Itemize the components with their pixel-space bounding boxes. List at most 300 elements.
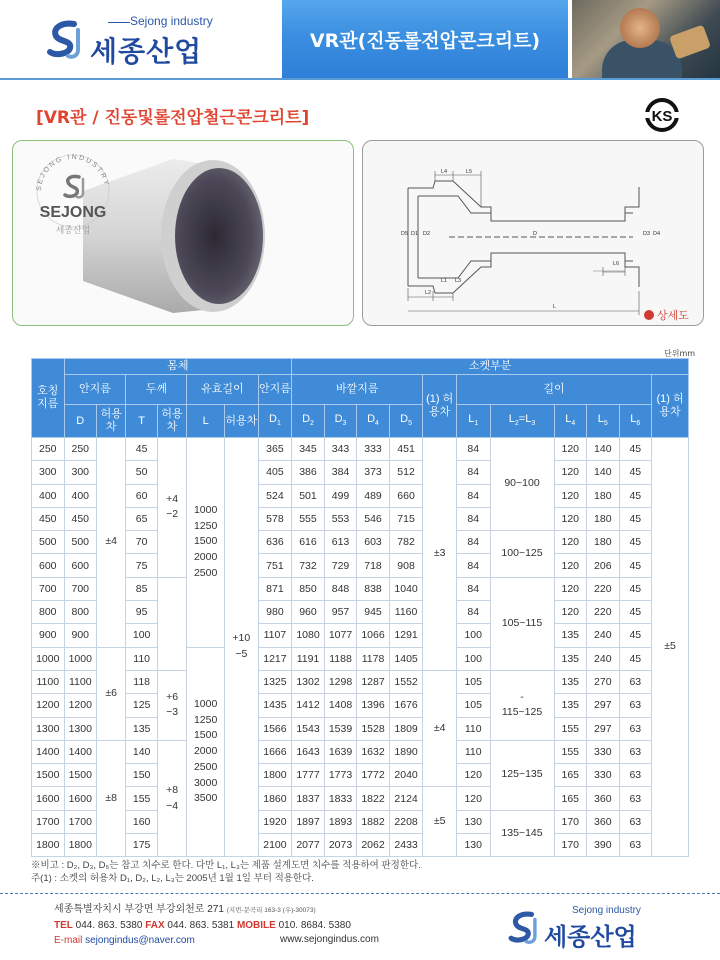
- cell-l5: 140: [587, 461, 620, 484]
- cell-d1: 1800: [258, 764, 292, 787]
- th-l1: $L_1$: [456, 405, 490, 438]
- cell-l6: 63: [619, 787, 652, 810]
- cell-d2: 501: [292, 484, 325, 507]
- cell-inner-diameter: 1800: [64, 834, 97, 857]
- cell-nominal: 1300: [32, 717, 65, 740]
- cell-nominal: 500: [32, 531, 65, 554]
- cell-d2: 1837: [292, 787, 325, 810]
- cell-l4: 165: [554, 787, 587, 810]
- cell-d4: 1396: [357, 694, 390, 717]
- table-row: [32, 484, 689, 507]
- cell-l1: 130: [456, 810, 490, 833]
- cell-inner-diameter: 800: [64, 601, 97, 624]
- cell-l1: 110: [456, 717, 490, 740]
- label-L6: L6: [613, 261, 620, 267]
- label-D4: D4: [653, 231, 661, 237]
- cell-l5: 240: [587, 624, 620, 647]
- cell-thickness: 65: [126, 507, 157, 530]
- cell-nominal: 300: [32, 461, 65, 484]
- cell-d2: 616: [292, 531, 325, 554]
- cell-l5: 220: [587, 601, 620, 624]
- th-inner-diameter: 안지름: [64, 375, 126, 405]
- sejong-logo-icon: [44, 20, 84, 60]
- cell-d2: 345: [292, 438, 325, 461]
- seal-ring-text: SEJONG INDUSTRY: [35, 153, 110, 192]
- product-photo: [12, 140, 354, 326]
- cell-l1: 84: [456, 484, 490, 507]
- cell-inner-diameter: 300: [64, 461, 97, 484]
- cell-d3: 1539: [324, 717, 357, 740]
- cell-socket-tolerance: ±5: [423, 787, 457, 857]
- spec-table: [31, 358, 689, 857]
- table-row: [32, 670, 689, 693]
- email-link[interactable]: sejongindus@naver.com: [85, 935, 195, 946]
- table-row: [32, 624, 689, 647]
- cell-l1: 105: [456, 694, 490, 717]
- cell-d3: 1298: [324, 670, 357, 693]
- cell-l23: 105~115: [490, 577, 554, 670]
- th-l-tol: 허용차: [225, 405, 259, 438]
- table-row: [32, 461, 689, 484]
- cell-nominal: 900: [32, 624, 65, 647]
- cell-d4: 2062: [357, 834, 390, 857]
- table-row: [32, 438, 689, 461]
- footer-contact: [54, 902, 379, 948]
- cell-thickness: 60: [126, 484, 157, 507]
- cell-d2: 1543: [292, 717, 325, 740]
- th-l4: $L_4$: [554, 405, 587, 438]
- cell-l5: 180: [587, 531, 620, 554]
- fax-number: 044. 863. 5381: [167, 920, 235, 931]
- cell-d2: 555: [292, 507, 325, 530]
- cell-d5: 908: [389, 554, 423, 577]
- th-t-tol: 허용차: [157, 405, 186, 438]
- cell-thickness: 150: [126, 764, 157, 787]
- cell-d4: 373: [357, 461, 390, 484]
- cell-l6: 45: [619, 554, 652, 577]
- cell-d5: 451: [389, 438, 423, 461]
- cell-d1: 2100: [258, 834, 292, 857]
- th-socket-group: 소켓부분: [292, 359, 689, 375]
- cell-thickness: 155: [126, 787, 157, 810]
- cell-nominal: 1400: [32, 740, 65, 763]
- brand-line: [108, 22, 130, 23]
- th-outer-diameter: 바깥지름: [292, 375, 423, 405]
- cell-d1: 980: [258, 601, 292, 624]
- th-d1: $D_1$: [258, 405, 292, 438]
- cell-d3: 729: [324, 554, 357, 577]
- cell-l5: 330: [587, 740, 620, 763]
- cell-l4: 120: [554, 507, 587, 530]
- notes: [31, 859, 421, 885]
- cell-l6: 63: [619, 810, 652, 833]
- cell-effective-length: 1000 1250 1500 2000 2500 3000 3500: [187, 647, 225, 857]
- table-row: [32, 694, 689, 717]
- cell-l1: 84: [456, 461, 490, 484]
- cell-l1: 84: [456, 531, 490, 554]
- header-divider: [0, 78, 720, 80]
- note-remark: ※비고 : D₂, D₃, D₅는 참고 치수로 한다. 다만 L₁, L₃는 제품 설계도면 치수를 적용하여 판정한다.: [31, 860, 421, 871]
- cell-d3: 613: [324, 531, 357, 554]
- cell-d4: 945: [357, 601, 390, 624]
- cell-d1: 1217: [258, 647, 292, 670]
- th-length-tolerance: (1) 허용차: [652, 375, 689, 438]
- th-body-group: 몸체: [64, 359, 292, 375]
- cell-l23-dash: -: [520, 690, 524, 703]
- cell-d3: 1893: [324, 810, 357, 833]
- footer-brand-korean: 세종산업: [544, 923, 637, 951]
- cell-l5: 180: [587, 484, 620, 507]
- ks-mark-text: KS: [651, 108, 673, 125]
- cell-d4: 1528: [357, 717, 390, 740]
- cell-nominal: 250: [32, 438, 65, 461]
- cell-inner-diameter: 1400: [64, 740, 97, 763]
- cell-inner-diameter: 700: [64, 577, 97, 600]
- cell-d2: 732: [292, 554, 325, 577]
- mobile-number[interactable]: 010. 8684. 5380: [278, 920, 351, 931]
- label-L5: L5: [466, 169, 473, 175]
- label-L2: L2: [425, 290, 432, 296]
- table-row: [32, 787, 689, 810]
- cell-thickness: 140: [126, 740, 157, 763]
- cell-l23: [490, 670, 554, 740]
- cell-l5: 297: [587, 694, 620, 717]
- spec-table-body: [32, 438, 689, 857]
- cell-l6: 45: [619, 484, 652, 507]
- cell-effective-length: 1000 1250 1500 2000 2500: [187, 438, 225, 648]
- cell-d-tolerance: ±8: [97, 740, 126, 856]
- cell-l6: 45: [619, 601, 652, 624]
- cell-thickness: 110: [126, 647, 157, 670]
- table-row: [32, 764, 689, 787]
- cell-l1: 84: [456, 507, 490, 530]
- cell-d1: 1566: [258, 717, 292, 740]
- cell-d2: 386: [292, 461, 325, 484]
- cell-d5: 1890: [389, 740, 423, 763]
- cell-d5: 512: [389, 461, 423, 484]
- page-header: [0, 0, 720, 78]
- circle-icon: [644, 310, 654, 320]
- cell-l5: 180: [587, 507, 620, 530]
- cell-thickness: 85: [126, 577, 157, 600]
- cell-t-tolerance: +6 −3: [157, 670, 186, 740]
- seal-name: SEJONG: [39, 204, 107, 221]
- cell-thickness: 118: [126, 670, 157, 693]
- cell-d5: 1040: [389, 577, 423, 600]
- cell-l5: 240: [587, 647, 620, 670]
- cell-d1: 1920: [258, 810, 292, 833]
- table-row: [32, 577, 689, 600]
- detail-label: 상세도: [657, 309, 689, 322]
- cell-thickness: 95: [126, 601, 157, 624]
- table-row: [32, 717, 689, 740]
- detail-link[interactable]: [644, 307, 689, 323]
- cell-l4: 120: [554, 577, 587, 600]
- table-row: [32, 601, 689, 624]
- cell-d5: 2433: [389, 834, 423, 857]
- cell-d5: 1405: [389, 647, 423, 670]
- label-L3: L3: [455, 278, 462, 284]
- cell-d4: 1822: [357, 787, 390, 810]
- cell-l-tolerance: +10 −5: [225, 438, 259, 857]
- cell-d5: 2208: [389, 810, 423, 833]
- cell-thickness: 50: [126, 461, 157, 484]
- cell-l6: 45: [619, 461, 652, 484]
- cell-socket-tolerance: ±4: [423, 670, 457, 786]
- cell-d2: 1080: [292, 624, 325, 647]
- cell-l4: 120: [554, 484, 587, 507]
- footer-divider: [0, 893, 720, 894]
- cell-l23: 125~135: [490, 740, 554, 810]
- email-label: E-mail: [54, 935, 83, 946]
- cell-l1: 100: [456, 624, 490, 647]
- th-d2: $D_2$: [292, 405, 325, 438]
- cell-d1: 1107: [258, 624, 292, 647]
- header-photo: [572, 0, 720, 78]
- cell-l4: 170: [554, 834, 587, 857]
- cell-nominal: 800: [32, 601, 65, 624]
- cell-d4: 333: [357, 438, 390, 461]
- th-l: L: [187, 405, 225, 438]
- th-l23: $L_2=L_3$: [490, 405, 554, 438]
- label-L1: L1: [441, 278, 448, 284]
- cell-d2: 1777: [292, 764, 325, 787]
- cell-thickness: 125: [126, 694, 157, 717]
- cell-l1: 105: [456, 670, 490, 693]
- brand-korean: 세종산업: [90, 35, 203, 68]
- cell-l4: 120: [554, 601, 587, 624]
- cell-nominal: 1600: [32, 787, 65, 810]
- cell-l23: 90~100: [490, 438, 554, 531]
- cell-l5: 360: [587, 810, 620, 833]
- cell-d3: 1077: [324, 624, 357, 647]
- cell-l6: 63: [619, 834, 652, 857]
- cell-l6: 63: [619, 694, 652, 717]
- cell-d4: 1178: [357, 647, 390, 670]
- footer-brand-english: Sejong industry: [572, 905, 641, 916]
- th-socket-tolerance: (1) 허용차: [423, 375, 457, 438]
- cell-inner-diameter: 1500: [64, 764, 97, 787]
- cell-d3: 1639: [324, 740, 357, 763]
- cell-d5: 660: [389, 484, 423, 507]
- cell-d2: 850: [292, 577, 325, 600]
- mobile-label: MOBILE: [236, 920, 276, 931]
- cell-l6: 63: [619, 717, 652, 740]
- cell-d2: 1897: [292, 810, 325, 833]
- table-row: [32, 554, 689, 577]
- cell-nominal: 1500: [32, 764, 65, 787]
- cell-l5: 330: [587, 764, 620, 787]
- pipe-illustration: [13, 141, 354, 326]
- th-d5: $D_5$: [389, 405, 423, 438]
- cell-l6: 45: [619, 647, 652, 670]
- cell-d1: 405: [258, 461, 292, 484]
- page-title: VR관(진동롤전압콘크리트): [309, 30, 541, 52]
- cell-d3: 1833: [324, 787, 357, 810]
- cell-l1: 84: [456, 438, 490, 461]
- cell-l4: 155: [554, 740, 587, 763]
- fax-label: FAX: [145, 920, 165, 931]
- th-nominal: 호칭지름: [32, 359, 65, 438]
- cell-d4: 1882: [357, 810, 390, 833]
- cell-t-tolerance: [157, 577, 186, 670]
- cell-d1: 1435: [258, 694, 292, 717]
- cell-d3: 1188: [324, 647, 357, 670]
- label-D: D: [533, 231, 537, 237]
- cell-l5: 360: [587, 787, 620, 810]
- cell-thickness: 75: [126, 554, 157, 577]
- th-effective-length: 유효길이: [187, 375, 258, 405]
- cell-d2: 2077: [292, 834, 325, 857]
- cell-l4: 135: [554, 624, 587, 647]
- cell-nominal: 1000: [32, 647, 65, 670]
- cell-d-tolerance: ±4: [97, 438, 126, 648]
- cell-l6: 45: [619, 531, 652, 554]
- cell-inner-diameter: 400: [64, 484, 97, 507]
- cell-l5: 140: [587, 438, 620, 461]
- cell-l6: 63: [619, 740, 652, 763]
- tel-number[interactable]: 044. 863. 5380: [75, 920, 143, 931]
- cell-inner-diameter: 1200: [64, 694, 97, 717]
- th-d-tol: 허용차: [97, 405, 126, 438]
- th-d: D: [64, 405, 97, 438]
- brand-english: Sejong industry: [130, 14, 213, 28]
- cell-nominal: 600: [32, 554, 65, 577]
- cell-d1: 751: [258, 554, 292, 577]
- table-row: [32, 810, 689, 833]
- cell-socket-tolerance: ±3: [423, 438, 457, 671]
- label-L4: L4: [441, 169, 448, 175]
- cell-d3: 553: [324, 507, 357, 530]
- cell-inner-diameter: 1700: [64, 810, 97, 833]
- cell-nominal: 450: [32, 507, 65, 530]
- cell-l1: 120: [456, 787, 490, 810]
- cell-d2: 1302: [292, 670, 325, 693]
- cell-l6: 45: [619, 438, 652, 461]
- cell-inner-diameter: 1100: [64, 670, 97, 693]
- cell-l4: 120: [554, 461, 587, 484]
- cell-nominal: 1700: [32, 810, 65, 833]
- label-L: L: [553, 304, 557, 310]
- cell-l1: 100: [456, 647, 490, 670]
- title-banner: [282, 0, 568, 78]
- cell-l5: 270: [587, 670, 620, 693]
- cell-l6: 63: [619, 670, 652, 693]
- cell-d3: 343: [324, 438, 357, 461]
- website-link[interactable]: www.sejongindus.com: [280, 934, 379, 945]
- cell-d4: 838: [357, 577, 390, 600]
- cell-l6: 45: [619, 624, 652, 647]
- cell-d1: 578: [258, 507, 292, 530]
- cell-d1: 1325: [258, 670, 292, 693]
- cell-nominal: 1800: [32, 834, 65, 857]
- cell-d2: 960: [292, 601, 325, 624]
- cell-d4: 1772: [357, 764, 390, 787]
- cell-nominal: 1100: [32, 670, 65, 693]
- cell-d4: 489: [357, 484, 390, 507]
- footer-logo[interactable]: [502, 905, 682, 951]
- cell-d5: 1676: [389, 694, 423, 717]
- th-d4: $D_4$: [357, 405, 390, 438]
- cell-thickness: 135: [126, 717, 157, 740]
- note-footnote: 주(1) : 소켓의 허용차 D₁, D₂, L₂, L₃는 2005년 1월 1일 부터 적용한다.: [31, 873, 314, 884]
- label-D1: D1: [411, 231, 419, 237]
- cell-l23: 135~145: [490, 810, 554, 857]
- cell-l5: 206: [587, 554, 620, 577]
- technical-drawing: [362, 140, 704, 326]
- cell-d5: 2124: [389, 787, 423, 810]
- cell-d4: 603: [357, 531, 390, 554]
- cell-l6: 45: [619, 577, 652, 600]
- th-length: 길이: [456, 375, 651, 405]
- cell-d3: 848: [324, 577, 357, 600]
- cell-t-tolerance: +8 −4: [157, 740, 186, 856]
- cell-d4: 1066: [357, 624, 390, 647]
- product-subtitle: [VR관 / 진동및롤전압철근콘크리트]: [36, 108, 310, 128]
- cell-d5: 1552: [389, 670, 423, 693]
- table-row: [32, 507, 689, 530]
- cell-d3: 2073: [324, 834, 357, 857]
- label-D5: D5: [401, 231, 409, 237]
- seal-korean: 세종산업: [55, 226, 91, 236]
- cell-inner-diameter: 1300: [64, 717, 97, 740]
- cell-l4: 135: [554, 670, 587, 693]
- cell-d4: 1632: [357, 740, 390, 763]
- cell-d5: 2040: [389, 764, 423, 787]
- cell-thickness: 175: [126, 834, 157, 857]
- cell-l1: 110: [456, 740, 490, 763]
- cell-inner-diameter: 1600: [64, 787, 97, 810]
- table-row: [32, 647, 689, 670]
- cell-l4: 135: [554, 647, 587, 670]
- cell-d5: 1809: [389, 717, 423, 740]
- cell-thickness: 70: [126, 531, 157, 554]
- cell-l4: 155: [554, 717, 587, 740]
- cell-l5: 220: [587, 577, 620, 600]
- cell-l1: 84: [456, 554, 490, 577]
- cell-l6: 45: [619, 507, 652, 530]
- cell-l4: 120: [554, 531, 587, 554]
- cell-thickness: 100: [126, 624, 157, 647]
- cell-d2: 1191: [292, 647, 325, 670]
- cell-d4: 1287: [357, 670, 390, 693]
- cell-inner-diameter: 600: [64, 554, 97, 577]
- pipe-drawing: [363, 141, 704, 326]
- cell-d1: 636: [258, 531, 292, 554]
- cell-l23: 100~125: [490, 531, 554, 578]
- cell-d4: 718: [357, 554, 390, 577]
- cell-inner-diameter: 500: [64, 531, 97, 554]
- cell-d3: 384: [324, 461, 357, 484]
- th-d3: $D_3$: [324, 405, 357, 438]
- cell-thickness: 160: [126, 810, 157, 833]
- th-l5: $L_5$: [587, 405, 620, 438]
- cell-l6: 63: [619, 764, 652, 787]
- company-logo[interactable]: [38, 14, 238, 68]
- cell-length-tolerance: ±5: [652, 438, 689, 857]
- cell-l4: 135: [554, 694, 587, 717]
- label-D2: D2: [423, 231, 431, 237]
- cell-inner-diameter: 250: [64, 438, 97, 461]
- cell-d3: 499: [324, 484, 357, 507]
- table-row: [32, 531, 689, 554]
- cell-d1: 1860: [258, 787, 292, 810]
- cell-thickness: 45: [126, 438, 157, 461]
- cell-nominal: 1200: [32, 694, 65, 717]
- footer-address: 세종특별자치시 부강면 부강외천로 271: [54, 904, 224, 915]
- label-D3: D3: [643, 231, 651, 237]
- table-row: [32, 740, 689, 763]
